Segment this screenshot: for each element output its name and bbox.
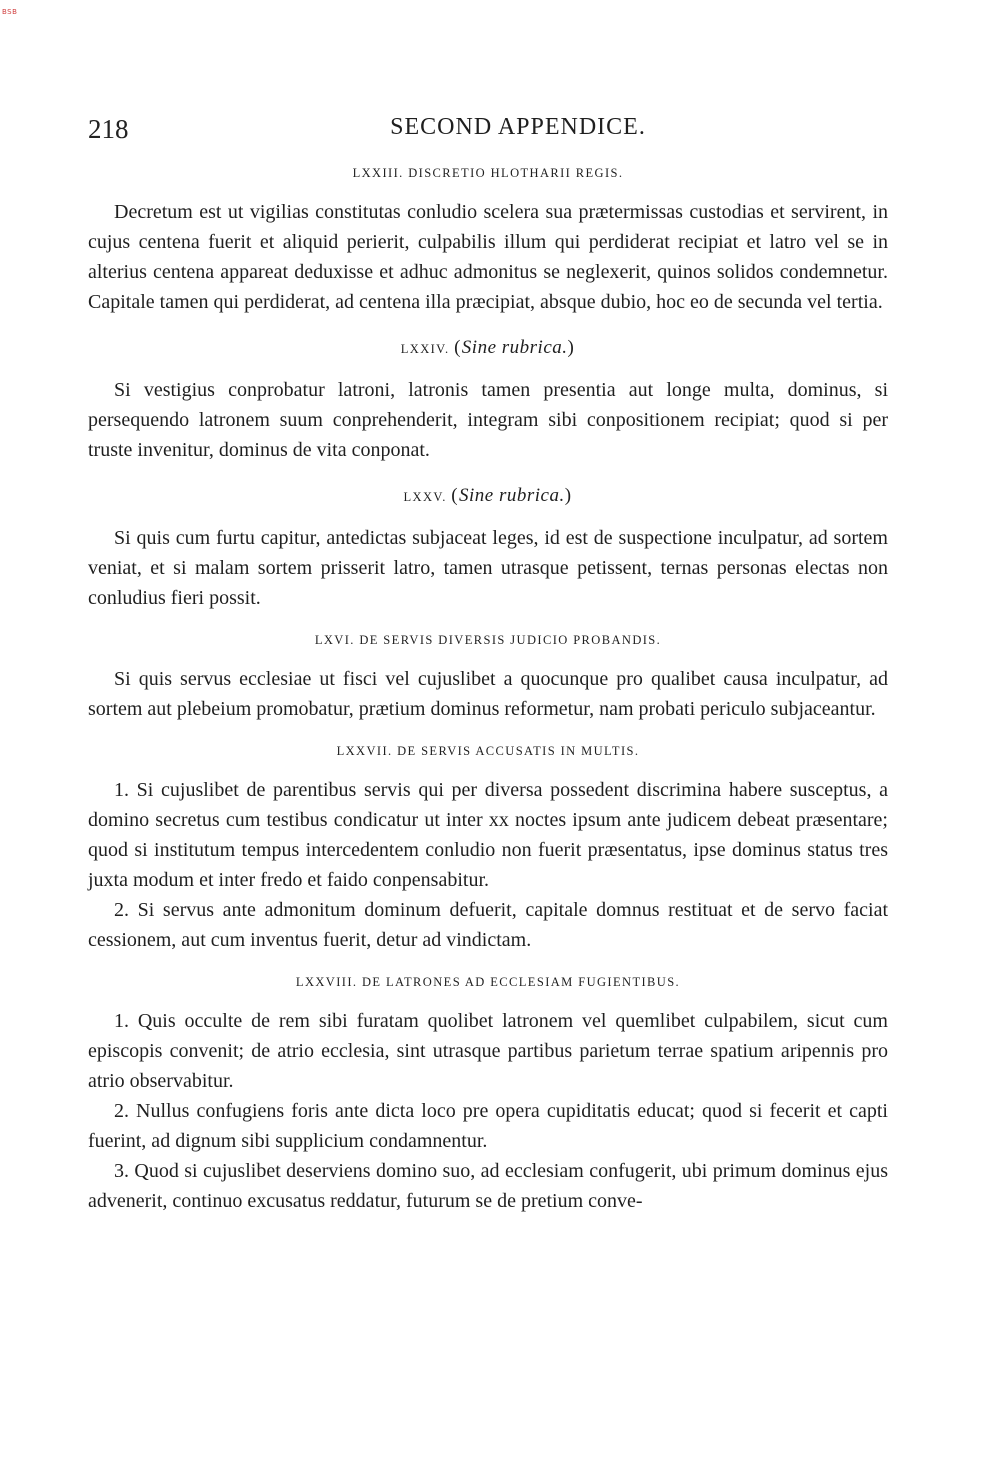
chapter-number: LXXIV. xyxy=(400,342,450,356)
page xyxy=(88,112,888,1216)
paragraph: Si quis servus ecclesiae ut fisci vel cujuslibet a quocunque pro qualibet causa inculpatur, ad sortem aut plebeium promobatur, prætium dominus reformetur, nam probati periculo subjaceantur. xyxy=(88,668,888,720)
paragraph: Si quis cum furtu capitur, antedictas subjaceat leges, id est de suspectione inculpatur, ad sortem veniat, et si malam sortem prisserit latro, tamen utrasque petissent, ternas personas electas non conludius fieri possit. xyxy=(88,527,888,609)
paragraph: Si vestigius conprobatur latroni, latronis tamen presentia aut longe multa, dominus, si persequendo latronem suum conprehenderit, integram sibi conpositionem recipiat; quod si per truste invenitur, dominus de vita conponat. xyxy=(88,379,888,461)
chapter-number: LXXV. xyxy=(403,490,447,504)
chapter-lxxvii xyxy=(88,744,888,955)
chapter-heading: LXXV. (Sine rubrica.) xyxy=(403,485,573,506)
numbered-paragraph: 1. Quis occulte de rem sibi furatam quolibet latronem vel quemlibet culpabilem, sicut cum episcopis convenit; de atrio ecclesia, sint utrasque partibus parietum terrae spatium aripennis pro atrio observabitur. xyxy=(88,1010,888,1092)
page-number: 218 xyxy=(88,114,129,144)
numbered-paragraph: 2. Si servus ante admonitum dominum defuerit, capitale domnus restituat et de servo faciat cessionem, aut cum inventus fuerit, detur ad vindictam. xyxy=(88,899,888,951)
chapter-heading: LXXVIII. DE LATRONES AD ECCLESIAM FUGIENTIBUS. xyxy=(295,975,681,989)
chapter-heading: LXXIV. (Sine rubrica.) xyxy=(400,337,576,358)
numbered-paragraph: 3. Quod si cujuslibet deserviens domino suo, ad ecclesiam confugerit, ubi primum dominus ejus advenerit, continuo excusatus reddatur, futurum se de pretium conve- xyxy=(88,1160,888,1212)
running-head xyxy=(88,112,888,152)
chapter-heading: LXXIII. DISCRETIO HLOTHARII REGIS. xyxy=(352,166,624,180)
chapter-lxxiii xyxy=(88,166,888,317)
paragraph: Decretum est ut vigilias constitutas conludio scelera sua prætermissas custodias et servirent, in cujus centena fuerit et aliquid perierit, culpabilis illum qui perdiderat recipiat et latro vel se in alterius centena appareat deduxisse et adhuc admonitus se neglexerit, quinos solidos condemnetur. Capitale tamen qui perdiderat, ad centena illa præcipiat, absque dubio, hoc eo de secunda vel tertia. xyxy=(88,201,888,313)
numbered-paragraph: 1. Si cujuslibet de parentibus servis qui per diversa possedent discrimina habere susceptus, a domino secretus cum testibus condicatur ut inter xx noctes ipsum ante judicem debeat præsentare; quod si institutum tempus intercedentem conludio non fuerit præsentatus, ipse dominus status tres juxta modum et inter fredo et faido conpensabitur. xyxy=(88,779,888,891)
chapter-heading: LXVI. DE SERVIS DIVERSIS JUDICIO PROBANDIS. xyxy=(314,633,662,647)
chapter-heading: LXXVII. DE SERVIS ACCUSATIS IN MULTIS. xyxy=(336,744,640,758)
running-title: SECOND APPENDICE. xyxy=(390,114,646,140)
chapter-lxxviii xyxy=(88,975,888,1216)
chapter-rubric: Sine rubrica. xyxy=(459,485,565,506)
chapter-lxvi xyxy=(88,633,888,724)
chapter-rubric: Sine rubrica. xyxy=(461,337,568,358)
chapter-lxxiv xyxy=(88,337,888,465)
chapter-lxxv xyxy=(88,485,888,613)
numbered-paragraph: 2. Nullus confugiens foris ante dicta loco pre opera cupiditatis educat; quod si fecerit et capti fuerint, ad dignum sibi supplicium condamnentur. xyxy=(88,1100,888,1152)
library-stamp: BSB xyxy=(2,8,18,16)
